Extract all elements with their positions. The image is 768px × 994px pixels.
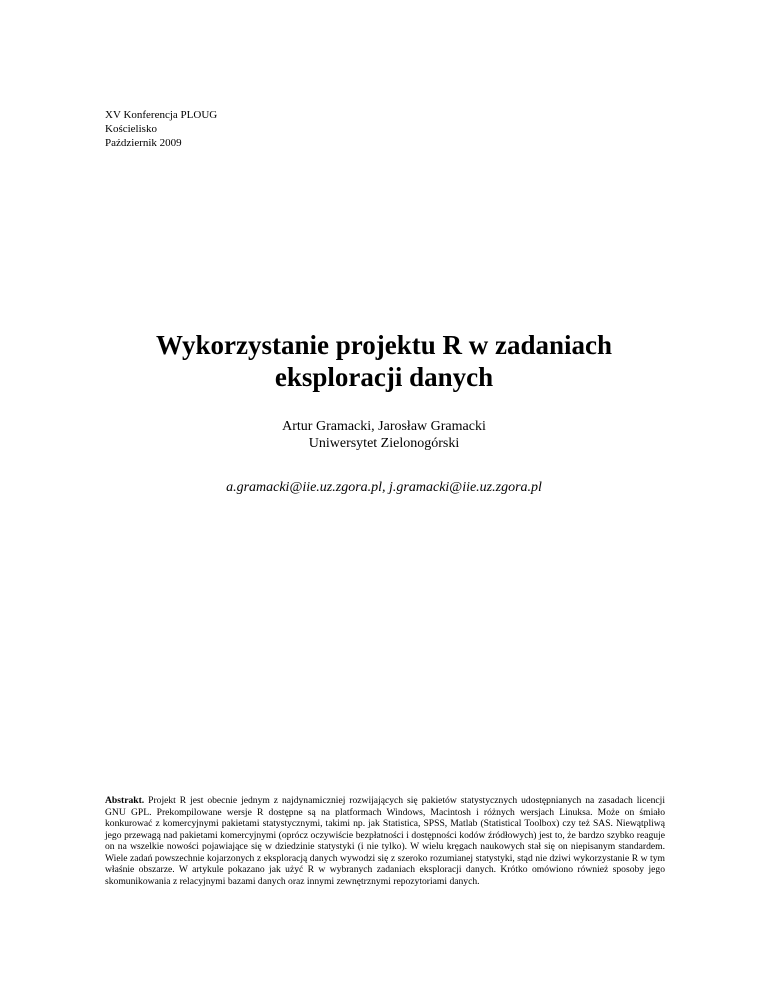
author-block — [0, 418, 768, 452]
abstract-label: Abstrakt. — [105, 795, 145, 806]
abstract — [105, 795, 665, 887]
abstract-text: Projekt R jest obecnie jednym z najdynamiczniej rozwijających się pakietów statystycznych udostępnianych na zasadach licencji GNU GPL. Prekompilowane wersje R dostępne są na platformach Windows, Macintosh i różnych wersjach Linuksa. Może on śmiało konkurować z komercyjnymi pakietami statystycznymi, takimi np. jak Statistica, SPSS, Matlab (Statistical Toolbox) czy też SAS. Niewątpliwą jego przewagą nad pakietami komercyjnymi (oprócz oczywiście bezpłatności i dostępności kodów źródłowych) jest to, że bardzo szybko reaguje on na wszelkie nowości pojawiające się w dziedzinie statystyki (i nie tylko). W wielu kręgach naukowych stał się on niepisanym standardem. Wiele zadań powszechnie kojarzonych z eksploracją danych wywodzi się z szeroko rozumianej statystyki, stąd nie dziwi wykorzystanie R w tym właśnie obszarze. W artykule pokazano jak użyć R w wybranych zadaniach eksploracji danych. Krótko omówiono również sposoby jego skomunikowania z relacyjnymi bazami danych oraz innymi zewnętrznymi repozytoriami danych. — [105, 795, 665, 887]
author-emails: a.gramacki@iie.uz.zgora.pl, j.gramacki@iie.uz.zgora.pl — [226, 480, 542, 495]
paper-title-line-2: eksploracji danych — [274, 362, 494, 392]
author-names: Artur Gramacki, Jarosław Gramacki — [282, 419, 486, 434]
author-affiliation: Uniwersytet Zielonogórski — [308, 436, 460, 451]
conference-name: XV Konferencja PLOUG — [105, 109, 218, 121]
conference-header — [105, 108, 217, 150]
conference-date: Październik 2009 — [105, 137, 182, 149]
paper-title-line-1: Wykorzystanie projektu R w zadaniach — [155, 330, 612, 360]
paper-title — [0, 329, 768, 393]
conference-location: Kościelisko — [105, 123, 157, 135]
